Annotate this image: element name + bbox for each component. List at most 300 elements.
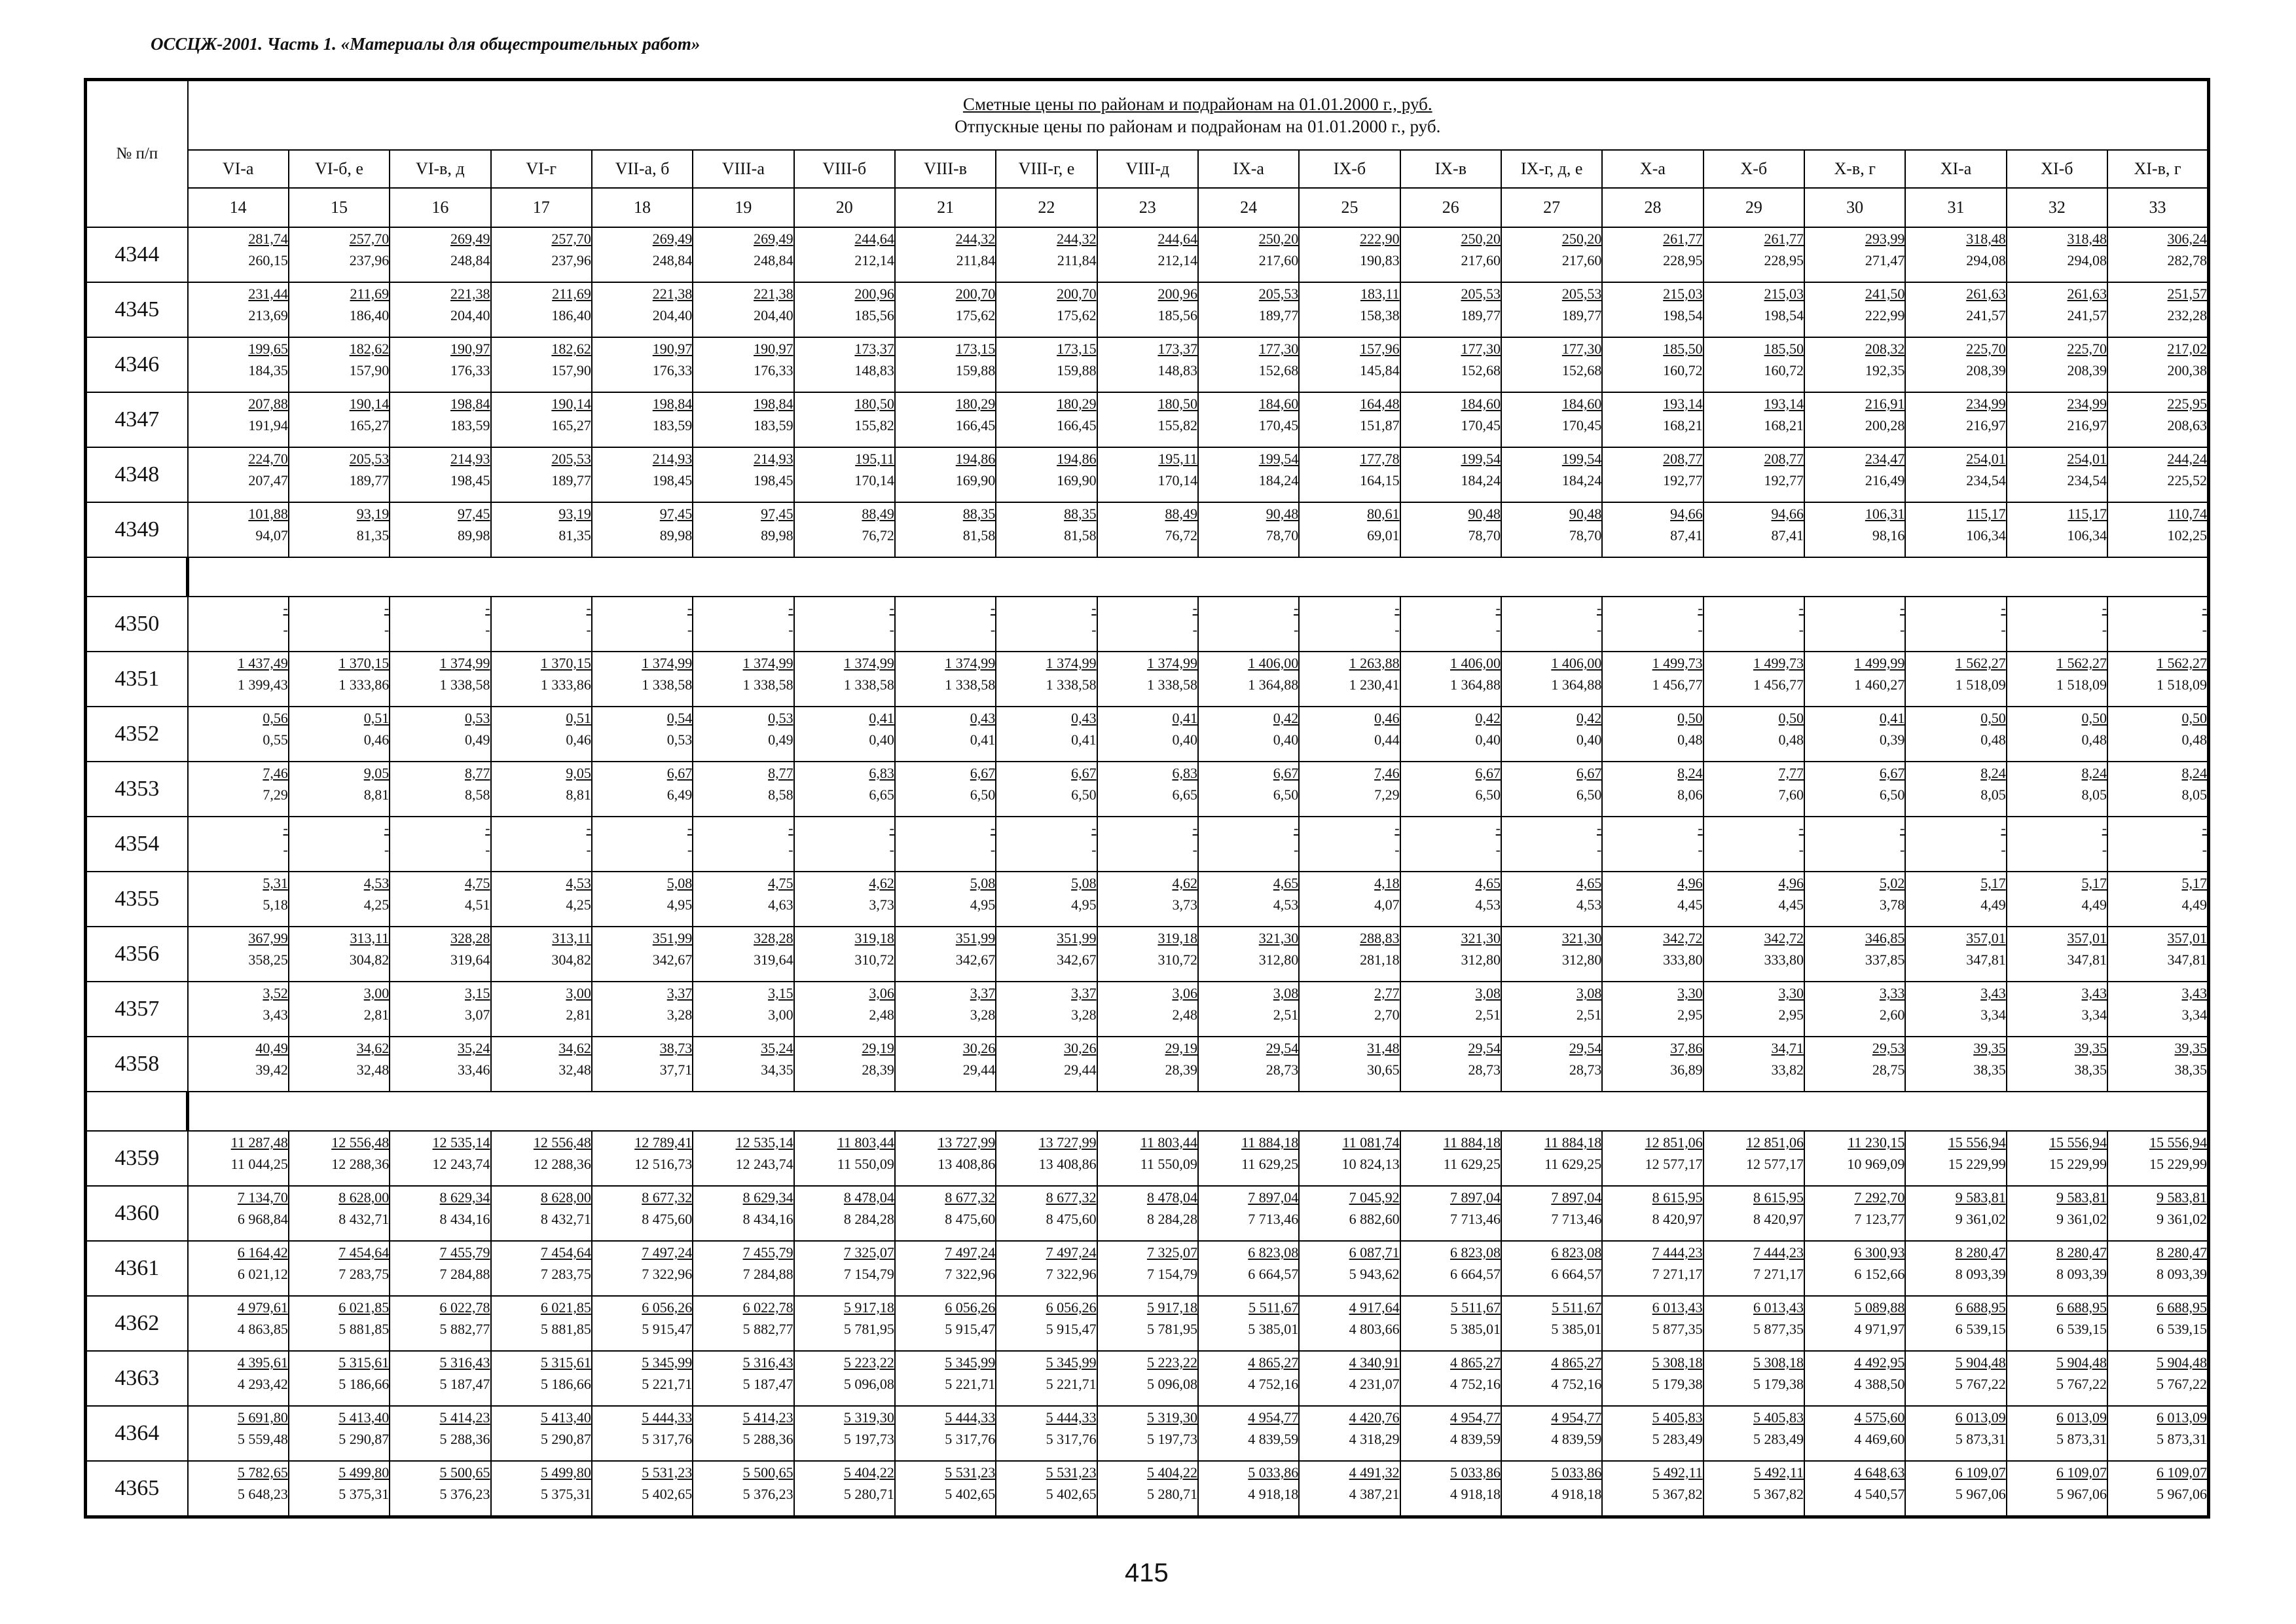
price-cell [693, 1131, 793, 1186]
estimate-price: 194,86 [1057, 451, 1097, 467]
release-price: 32,48 [356, 1061, 390, 1078]
estimate-price: 205,53 [1561, 286, 1602, 302]
estimate-price: 5 308,18 [1753, 1354, 1804, 1371]
price-cell [1097, 1241, 1198, 1296]
estimate-price: 37,86 [1670, 1040, 1703, 1056]
estimate-price: 4,96 [1778, 875, 1804, 891]
price-cell [1097, 282, 1198, 337]
price-cell [794, 762, 895, 817]
estimate-price: 1 374,99 [439, 655, 490, 671]
price-cell [592, 447, 693, 502]
estimate-price: 1 374,99 [1046, 655, 1097, 671]
estimate-price: 250,20 [1461, 231, 1501, 247]
estimate-price: 0,42 [1576, 710, 1602, 726]
release-price: 7 283,75 [540, 1266, 591, 1282]
estimate-price: - [586, 600, 591, 616]
price-cell [1804, 282, 1905, 337]
release-price: 3,07 [465, 1006, 490, 1023]
estimate-price: 0,50 [1980, 710, 2006, 726]
estimate-price: 13 727,99 [938, 1134, 996, 1151]
estimate-price: 313,11 [552, 930, 591, 946]
price-cell [1905, 337, 2006, 392]
estimate-price: - [1798, 820, 1804, 836]
estimate-price: 244,32 [955, 231, 996, 247]
estimate-price: 250,20 [1258, 231, 1299, 247]
price-cell [996, 1406, 1097, 1461]
estimate-price: 5 345,99 [1046, 1354, 1097, 1371]
price-cell [1501, 762, 1602, 817]
estimate-price: 12 535,14 [432, 1134, 490, 1151]
price-cell [188, 927, 289, 982]
release-price: 4 469,60 [1854, 1431, 1905, 1447]
estimate-price: - [1596, 820, 1602, 836]
release-price: 183,59 [652, 417, 693, 434]
estimate-price: 180,50 [1157, 396, 1197, 412]
estimate-price: 4,75 [768, 875, 793, 891]
price-cell [1602, 1241, 1703, 1296]
price-cell [1097, 597, 1198, 652]
estimate-price: 5 033,86 [1449, 1464, 1501, 1481]
estimate-price: 12 851,06 [1645, 1134, 1703, 1151]
price-cell [1704, 1186, 1804, 1241]
estimate-price: 173,15 [955, 341, 996, 357]
price-cell [1097, 707, 1198, 762]
release-price: 164,15 [1360, 472, 1400, 489]
estimate-price: 205,53 [349, 451, 390, 467]
estimate-price: 185,50 [1663, 341, 1703, 357]
release-price: 304,82 [551, 951, 591, 968]
price-cell [693, 762, 793, 817]
price-cell [1905, 597, 2006, 652]
release-price: 185,56 [1157, 307, 1197, 323]
release-price: 5 648,23 [237, 1486, 288, 1502]
price-cell [794, 597, 895, 652]
price-cell [188, 447, 289, 502]
price-cell [2107, 1351, 2208, 1406]
estimate-price: 293,99 [1865, 231, 1905, 247]
release-price: 234,54 [2067, 472, 2107, 489]
release-price: - [2001, 621, 2006, 638]
zone-header: X-а [1602, 150, 1703, 188]
estimate-price: 7 897,04 [1449, 1189, 1501, 1206]
release-price: 186,40 [551, 307, 591, 323]
release-price: 7,29 [263, 786, 288, 803]
estimate-price: - [1091, 600, 1097, 616]
price-cell [1198, 1406, 1299, 1461]
price-cell [693, 1186, 793, 1241]
release-price: 8,06 [1677, 786, 1703, 803]
estimate-price: 4 954,77 [1551, 1409, 1602, 1426]
price-cell [289, 337, 390, 392]
price-cell [188, 1241, 289, 1296]
estimate-price: 1 437,49 [237, 655, 288, 671]
estimate-price: - [2102, 820, 2107, 836]
release-price: 7 284,88 [742, 1266, 793, 1282]
estimate-price: 4,65 [1273, 875, 1299, 891]
estimate-price: - [1798, 600, 1804, 616]
release-price: 159,88 [955, 362, 996, 378]
release-price: 4,49 [1980, 896, 2006, 913]
estimate-price: 214,93 [754, 451, 793, 467]
estimate-price: 6 164,42 [237, 1244, 288, 1261]
release-price: 12 577,17 [1746, 1156, 1804, 1172]
release-price: - [1192, 621, 1197, 638]
column-index: 16 [390, 188, 490, 227]
price-cell [895, 1406, 996, 1461]
release-price: 8,81 [363, 786, 390, 803]
price-cell [1097, 927, 1198, 982]
release-price: 198,54 [1764, 307, 1804, 323]
release-price: 234,54 [1966, 472, 2006, 489]
release-price: - [2102, 841, 2107, 858]
estimate-price: 221,38 [450, 286, 490, 302]
release-price: 1 333,86 [540, 676, 591, 693]
estimate-price: 8 615,95 [1753, 1189, 1804, 1206]
price-cell [794, 337, 895, 392]
estimate-price: - [1091, 820, 1097, 836]
estimate-price: 200,96 [854, 286, 894, 302]
estimate-price: 6 688,95 [2056, 1299, 2107, 1316]
estimate-price: 6,67 [1071, 765, 1097, 781]
release-price: 333,80 [1663, 951, 1703, 968]
price-cell [188, 872, 289, 927]
price-cell [996, 1461, 1097, 1517]
release-price: 148,83 [854, 362, 894, 378]
release-price: 81,35 [356, 527, 390, 544]
price-cell [491, 502, 592, 557]
release-price: 1 364,88 [1248, 676, 1299, 693]
release-price: 204,40 [652, 307, 693, 323]
estimate-price: 3,08 [1576, 985, 1602, 1001]
estimate-price: 35,24 [761, 1040, 793, 1056]
estimate-price: 234,99 [2067, 396, 2107, 412]
price-cell [390, 762, 490, 817]
release-price: 3,28 [1071, 1006, 1097, 1023]
release-price: 78,70 [1569, 527, 1602, 544]
release-price: 8 093,39 [2056, 1266, 2107, 1282]
release-price: 7 284,88 [439, 1266, 490, 1282]
release-price: 8,05 [1980, 786, 2006, 803]
estimate-price: 1 406,00 [1248, 655, 1299, 671]
release-price: 4 839,59 [1248, 1431, 1299, 1447]
estimate-price: 261,77 [1663, 231, 1703, 247]
estimate-price: 5 531,23 [642, 1464, 693, 1481]
estimate-price: 5 492,11 [1652, 1464, 1703, 1481]
estimate-price: 3,37 [1071, 985, 1097, 1001]
price-cell [491, 707, 592, 762]
estimate-price: 182,62 [349, 341, 390, 357]
price-cell [289, 982, 390, 1037]
release-price: 294,08 [1966, 252, 2006, 268]
price-cell [2107, 1186, 2208, 1241]
price-cell [592, 392, 693, 447]
estimate-price: 257,70 [551, 231, 591, 247]
release-price: 102,25 [2167, 527, 2207, 544]
release-price: 4 293,42 [237, 1376, 288, 1392]
price-cell [1400, 1241, 1501, 1296]
price-cell [1905, 1296, 2006, 1351]
price-cell [1905, 1406, 2006, 1461]
estimate-price: 5 319,30 [843, 1409, 894, 1426]
release-price: - [687, 841, 693, 858]
price-cell [895, 1037, 996, 1092]
release-price: 5 943,62 [1349, 1266, 1400, 1282]
release-price: - [384, 841, 390, 858]
estimate-price: 3,00 [566, 985, 591, 1001]
estimate-price: 5 531,23 [1046, 1464, 1097, 1481]
estimate-price: 199,54 [1258, 451, 1299, 467]
price-cell [1198, 282, 1299, 337]
estimate-price: 250,20 [1561, 231, 1602, 247]
estimate-price: 3,06 [1172, 985, 1197, 1001]
release-price: 5 187,47 [439, 1376, 490, 1392]
estimate-price: 5,17 [2081, 875, 2107, 891]
estimate-price: 244,24 [2167, 451, 2207, 467]
release-price: 232,28 [2167, 307, 2207, 323]
column-index: 25 [1299, 188, 1400, 227]
price-cell [1400, 982, 1501, 1037]
price-cell [592, 872, 693, 927]
estimate-price: 5 414,23 [439, 1409, 490, 1426]
release-price: 175,62 [1057, 307, 1097, 323]
price-cell [1704, 1131, 1804, 1186]
release-price: - [1293, 621, 1299, 638]
price-cell [491, 652, 592, 707]
release-price: 237,96 [551, 252, 591, 268]
estimate-price: 5 345,99 [945, 1354, 996, 1371]
release-price: 11 629,25 [1544, 1156, 1602, 1172]
price-cell [1198, 1461, 1299, 1517]
release-price: 10 824,13 [1341, 1156, 1400, 1172]
release-price: 0,39 [1879, 731, 1905, 748]
estimate-price: 177,30 [1561, 341, 1602, 357]
price-cell [2007, 447, 2107, 502]
price-cell [1602, 282, 1703, 337]
release-price: 4,45 [1778, 896, 1804, 913]
release-price: 4 863,85 [237, 1321, 288, 1337]
zone-header: VI-б, е [289, 150, 390, 188]
release-price: 168,21 [1663, 417, 1703, 434]
estimate-price: 281,74 [248, 231, 288, 247]
price-cell [2007, 1186, 2107, 1241]
release-price: 5 967,06 [2157, 1486, 2207, 1502]
price-cell [1198, 392, 1299, 447]
price-cell [1198, 817, 1299, 872]
price-cell [996, 502, 1097, 557]
release-price: 216,49 [1865, 472, 1905, 489]
price-cell [2107, 982, 2208, 1037]
price-cell [390, 447, 490, 502]
price-cell [1704, 707, 1804, 762]
release-price: 7 713,46 [1449, 1211, 1501, 1227]
estimate-price: 184,60 [1561, 396, 1602, 412]
estimate-price: 106,31 [1865, 506, 1905, 522]
item-code: 4347 [86, 392, 188, 447]
estimate-price: 5,08 [970, 875, 996, 891]
release-price: 157,90 [551, 362, 591, 378]
release-price: 5 767,22 [2056, 1376, 2107, 1392]
release-price: 5 096,08 [1146, 1376, 1197, 1392]
release-price: 184,24 [1561, 472, 1602, 489]
estimate-price: 5 315,61 [338, 1354, 390, 1371]
zone-header: X-б [1704, 150, 1804, 188]
release-price: 347,81 [2067, 951, 2107, 968]
estimate-price: 1 562,27 [1955, 655, 2006, 671]
release-price: 208,39 [2067, 362, 2107, 378]
release-price: 333,80 [1764, 951, 1804, 968]
release-price: 5 967,06 [1955, 1486, 2006, 1502]
release-price: 94,07 [255, 527, 288, 544]
price-cell [996, 392, 1097, 447]
release-price: 6 664,57 [1248, 1266, 1299, 1282]
price-cell [693, 502, 793, 557]
release-price: 148,83 [1157, 362, 1197, 378]
estimate-price: 3,08 [1475, 985, 1501, 1001]
release-price: 216,97 [1966, 417, 2006, 434]
price-cell [1400, 1037, 1501, 1092]
estimate-price: 6 109,07 [1955, 1464, 2006, 1481]
price-cell [1097, 872, 1198, 927]
release-price: 248,84 [754, 252, 793, 268]
release-price: 8 434,16 [742, 1211, 793, 1227]
estimate-price: - [1495, 600, 1501, 616]
release-price: 3,34 [1980, 1006, 2006, 1023]
estimate-price: 6,67 [1576, 765, 1602, 781]
price-cell [1400, 872, 1501, 927]
price-cell [996, 652, 1097, 707]
estimate-price: 6,67 [970, 765, 996, 781]
estimate-price: 261,63 [1966, 286, 2006, 302]
estimate-price: - [2102, 600, 2107, 616]
release-price: 192,77 [1764, 472, 1804, 489]
estimate-price: 4 954,77 [1248, 1409, 1299, 1426]
estimate-price: 29,19 [1165, 1040, 1197, 1056]
release-price: 6,49 [666, 786, 693, 803]
estimate-price: 3,06 [869, 985, 894, 1001]
release-price: 337,85 [1865, 951, 1905, 968]
release-price: - [687, 621, 693, 638]
release-price: 5 179,38 [1753, 1376, 1804, 1392]
estimate-price: 6 109,07 [2056, 1464, 2107, 1481]
estimate-price: 2,77 [1374, 985, 1400, 1001]
price-cell [693, 597, 793, 652]
estimate-price: - [2001, 820, 2006, 836]
estimate-price: 8 677,32 [1046, 1189, 1097, 1206]
release-price: - [1900, 841, 1905, 858]
release-price: 166,45 [1057, 417, 1097, 434]
release-price: 12 243,74 [735, 1156, 793, 1172]
release-price: 1 338,58 [843, 676, 894, 693]
estimate-price: 6 022,78 [742, 1299, 793, 1316]
price-cell [1602, 447, 1703, 502]
release-price: 1 338,58 [1146, 676, 1197, 693]
estimate-price: 0,50 [1778, 710, 1804, 726]
release-price: 5 221,71 [642, 1376, 693, 1392]
estimate-price: 0,41 [1879, 710, 1905, 726]
estimate-price: 40,49 [255, 1040, 288, 1056]
price-cell [2007, 872, 2107, 927]
estimate-price: 8,77 [768, 765, 793, 781]
price-cell [1704, 1461, 1804, 1517]
estimate-price: 12 789,41 [634, 1134, 693, 1151]
price-cell [592, 652, 693, 707]
release-price: - [1798, 621, 1804, 638]
estimate-price: 5 782,65 [237, 1464, 288, 1481]
estimate-price: 173,37 [1157, 341, 1197, 357]
estimate-price: 6 021,85 [540, 1299, 591, 1316]
estimate-price: - [788, 600, 793, 616]
estimate-price: 7 045,92 [1349, 1189, 1400, 1206]
release-price: 5,18 [263, 896, 288, 913]
estimate-price: 8 629,34 [742, 1189, 793, 1206]
price-cell [2007, 282, 2107, 337]
release-price: 1 456,77 [1652, 676, 1703, 693]
price-cell [1198, 652, 1299, 707]
price-cell [2107, 1037, 2208, 1092]
estimate-price: 5 904,48 [2157, 1354, 2207, 1371]
estimate-price: 214,93 [652, 451, 693, 467]
release-price: 8,05 [2181, 786, 2207, 803]
price-cell [390, 927, 490, 982]
table-row [86, 392, 2209, 447]
estimate-price: 88,35 [1064, 506, 1097, 522]
release-price: 155,82 [1157, 417, 1197, 434]
estimate-price: 319,18 [854, 930, 894, 946]
release-price: 38,35 [2074, 1061, 2107, 1078]
price-cell [390, 1186, 490, 1241]
item-code: 4362 [86, 1296, 188, 1351]
release-price: 28,73 [1468, 1061, 1501, 1078]
release-price: - [485, 621, 490, 638]
release-price: - [1293, 841, 1299, 858]
estimate-price: - [1698, 820, 1703, 836]
estimate-price: 11 803,44 [1140, 1134, 1197, 1151]
release-price: 1 399,43 [237, 676, 288, 693]
price-cell [491, 1241, 592, 1296]
release-price: 176,33 [754, 362, 793, 378]
release-price: 5 402,65 [1046, 1486, 1097, 1502]
price-cell [1804, 502, 1905, 557]
price-cell [390, 1037, 490, 1092]
item-code: 4351 [86, 652, 188, 707]
price-cell [1097, 1351, 1198, 1406]
release-price: 4,95 [970, 896, 996, 913]
price-cell [2007, 762, 2107, 817]
price-cell [1602, 982, 1703, 1037]
price-cell [996, 982, 1097, 1037]
price-cell [1905, 652, 2006, 707]
estimate-price: 5 444,33 [945, 1409, 996, 1426]
price-cell [996, 1351, 1097, 1406]
price-cell [188, 982, 289, 1037]
estimate-price: 5 531,23 [945, 1464, 996, 1481]
price-cell [592, 707, 693, 762]
group-separator-row [86, 1092, 2209, 1131]
release-price: 5 385,01 [1248, 1321, 1299, 1337]
release-price: 5 881,85 [540, 1321, 591, 1337]
release-price: 6,50 [1475, 786, 1501, 803]
release-price: 78,70 [1266, 527, 1299, 544]
item-code: 4355 [86, 872, 188, 927]
estimate-price: 8 478,04 [1146, 1189, 1197, 1206]
price-cell [491, 927, 592, 982]
estimate-price: 5 904,48 [1955, 1354, 2006, 1371]
item-code: 4353 [86, 762, 188, 817]
price-cell [289, 762, 390, 817]
release-price: 6 539,15 [1955, 1321, 2006, 1337]
release-price: 5 385,01 [1551, 1321, 1602, 1337]
estimate-price: 6,67 [1475, 765, 1501, 781]
